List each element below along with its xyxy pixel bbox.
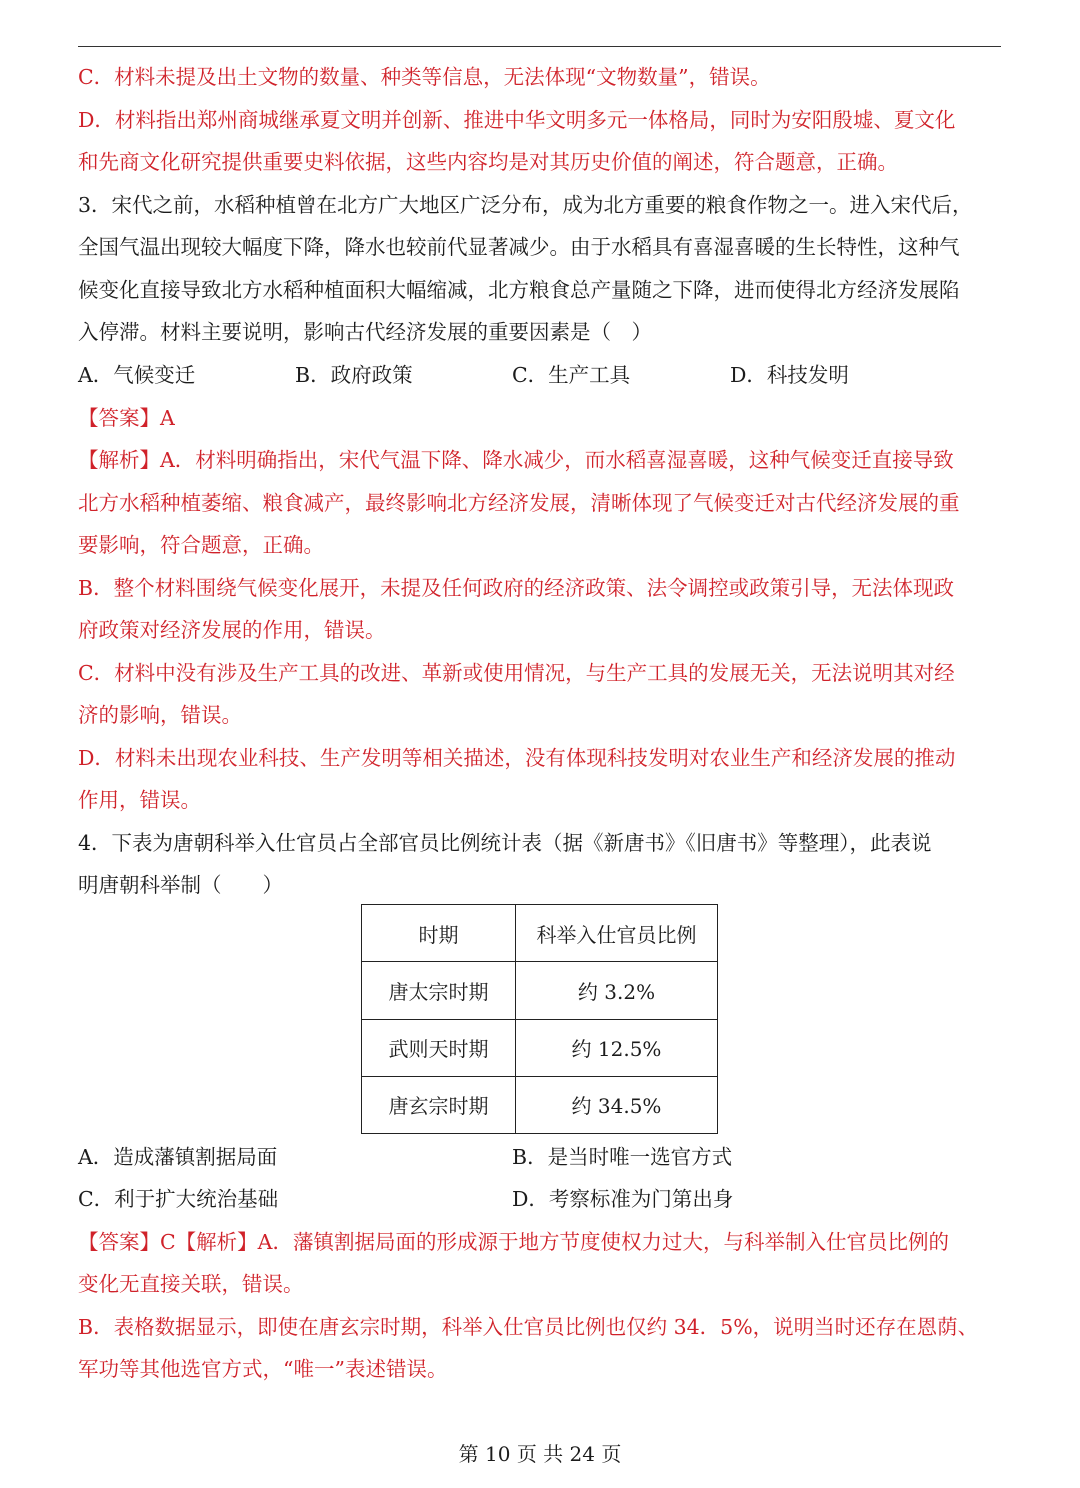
q3-option-c: C．生产工具 — [512, 363, 631, 387]
analysis-option-d-q2-cont: 和先商文化研究提供重要史料依据，这些内容均是对其历史价值的阐述，符合题意，正确。 — [78, 150, 898, 174]
q4-analysis-line2: 变化无直接关联，错误。 — [78, 1272, 304, 1296]
analysis-option-d-q2: D．材料指出郑州商城继承夏文明并创新、推进中华文明多元一体格局，同时为安阳殷墟、夏文化 — [78, 108, 956, 132]
q3-analysis-option-c: C．材料中没有涉及生产工具的改进、革新或使用情况，与生产工具的发展无关，无法说明其对经 — [78, 661, 955, 685]
q3-answer: 【答案】A — [78, 406, 175, 430]
table-row — [362, 1076, 718, 1133]
table-header-period: 时期 — [362, 905, 516, 962]
table-row — [362, 1019, 718, 1076]
q4-analysis-option-b: B．表格数据显示，即使在唐玄宗时期，科举入仕官员比例也仅约 34．5%，说明当时还存在恩荫、 — [78, 1315, 979, 1339]
question-3-stem-line4: 入停滞。材料主要说明，影响古代经济发展的重要因素是（ ） — [78, 320, 652, 344]
q3-analysis-option-d-cont: 作用，错误。 — [78, 788, 201, 812]
table-row — [362, 962, 718, 1019]
q3-analysis-option-b-cont: 府政策对经济发展的作用，错误。 — [78, 618, 386, 642]
q3-option-a: A．气候变迁 — [78, 363, 196, 387]
table-cell-ratio: 约 34.5% — [516, 1076, 718, 1133]
question-3-stem-line2: 全国气温出现较大幅度下降，降水也较前代显著减少。由于水稻具有喜湿喜暖的生长特性，这种气 — [78, 235, 960, 259]
q4-option-b: B．是当时唯一选官方式 — [512, 1145, 733, 1169]
question-4-stem-line2: 明唐朝科举制（ ） — [78, 873, 283, 897]
table-cell-ratio: 约 12.5% — [516, 1019, 718, 1076]
q3-analysis-option-c-cont: 济的影响，错误。 — [78, 703, 242, 727]
analysis-option-c-q2: C．材料未提及出土文物的数量、种类等信息，无法体现“文物数量”，错误。 — [78, 65, 771, 89]
q3-option-b: B．政府政策 — [295, 363, 413, 387]
table-cell-period: 唐太宗时期 — [362, 962, 516, 1019]
table-cell-period: 武则天时期 — [362, 1019, 516, 1076]
question-3-stem-line3: 候变化直接导致北方水稻种植面积大幅缩减，北方粮食总产量随之下降，进而使得北方经济发展陷 — [78, 278, 960, 302]
q4-option-c: C．利于扩大统治基础 — [78, 1187, 279, 1211]
q4-option-d: D．考察标准为门第出身 — [512, 1187, 734, 1211]
officials-ratio-table — [361, 904, 718, 1134]
q3-analysis-option-b: B．整个材料围绕气候变化展开，未提及任何政府的经济政策、法令调控或政策引导，无法体现政 — [78, 576, 955, 600]
q3-analysis-line2: 北方水稻种植萎缩、粮食减产，最终影响北方经济发展，清晰体现了气候变迁对古代经济发展的重 — [78, 491, 960, 515]
q3-analysis: 【解析】A．材料明确指出，宋代气温下降、降水减少，而水稻喜湿喜暖，这种气候变迁直接导致 — [78, 448, 954, 472]
q4-analysis-option-b-cont: 军功等其他选官方式，“唯一”表述错误。 — [78, 1357, 448, 1381]
q4-option-a: A．造成藩镇割据局面 — [78, 1145, 278, 1169]
page-footer: 第 10 页 共 24 页 — [458, 1442, 622, 1466]
q3-option-d: D．科技发明 — [730, 363, 849, 387]
question-4-stem: 4．下表为唐朝科举入仕官员占全部官员比例统计表（据《新唐书》《旧唐书》等整理），此表说 — [78, 831, 932, 855]
q3-analysis-line3: 要影响，符合题意，正确。 — [78, 533, 324, 557]
table-cell-ratio: 约 3.2% — [516, 962, 718, 1019]
table-header-row — [362, 905, 718, 962]
q3-analysis-option-d: D．材料未出现农业科技、生产发明等相关描述，没有体现科技发明对农业生产和经济发展的推动 — [78, 746, 956, 770]
table-cell-period: 唐玄宗时期 — [362, 1076, 516, 1133]
header-rule — [78, 46, 1001, 47]
question-3-stem: 3．宋代之前，水稻种植曾在北方广大地区广泛分布，成为北方重要的粮食作物之一。进入宋代后， — [78, 193, 973, 217]
q4-answer-analysis: 【答案】C【解析】A．藩镇割据局面的形成源于地方节度使权力过大，与科举制入仕官员比例的 — [78, 1230, 949, 1254]
table-header-ratio: 科举入仕官员比例 — [516, 905, 718, 962]
